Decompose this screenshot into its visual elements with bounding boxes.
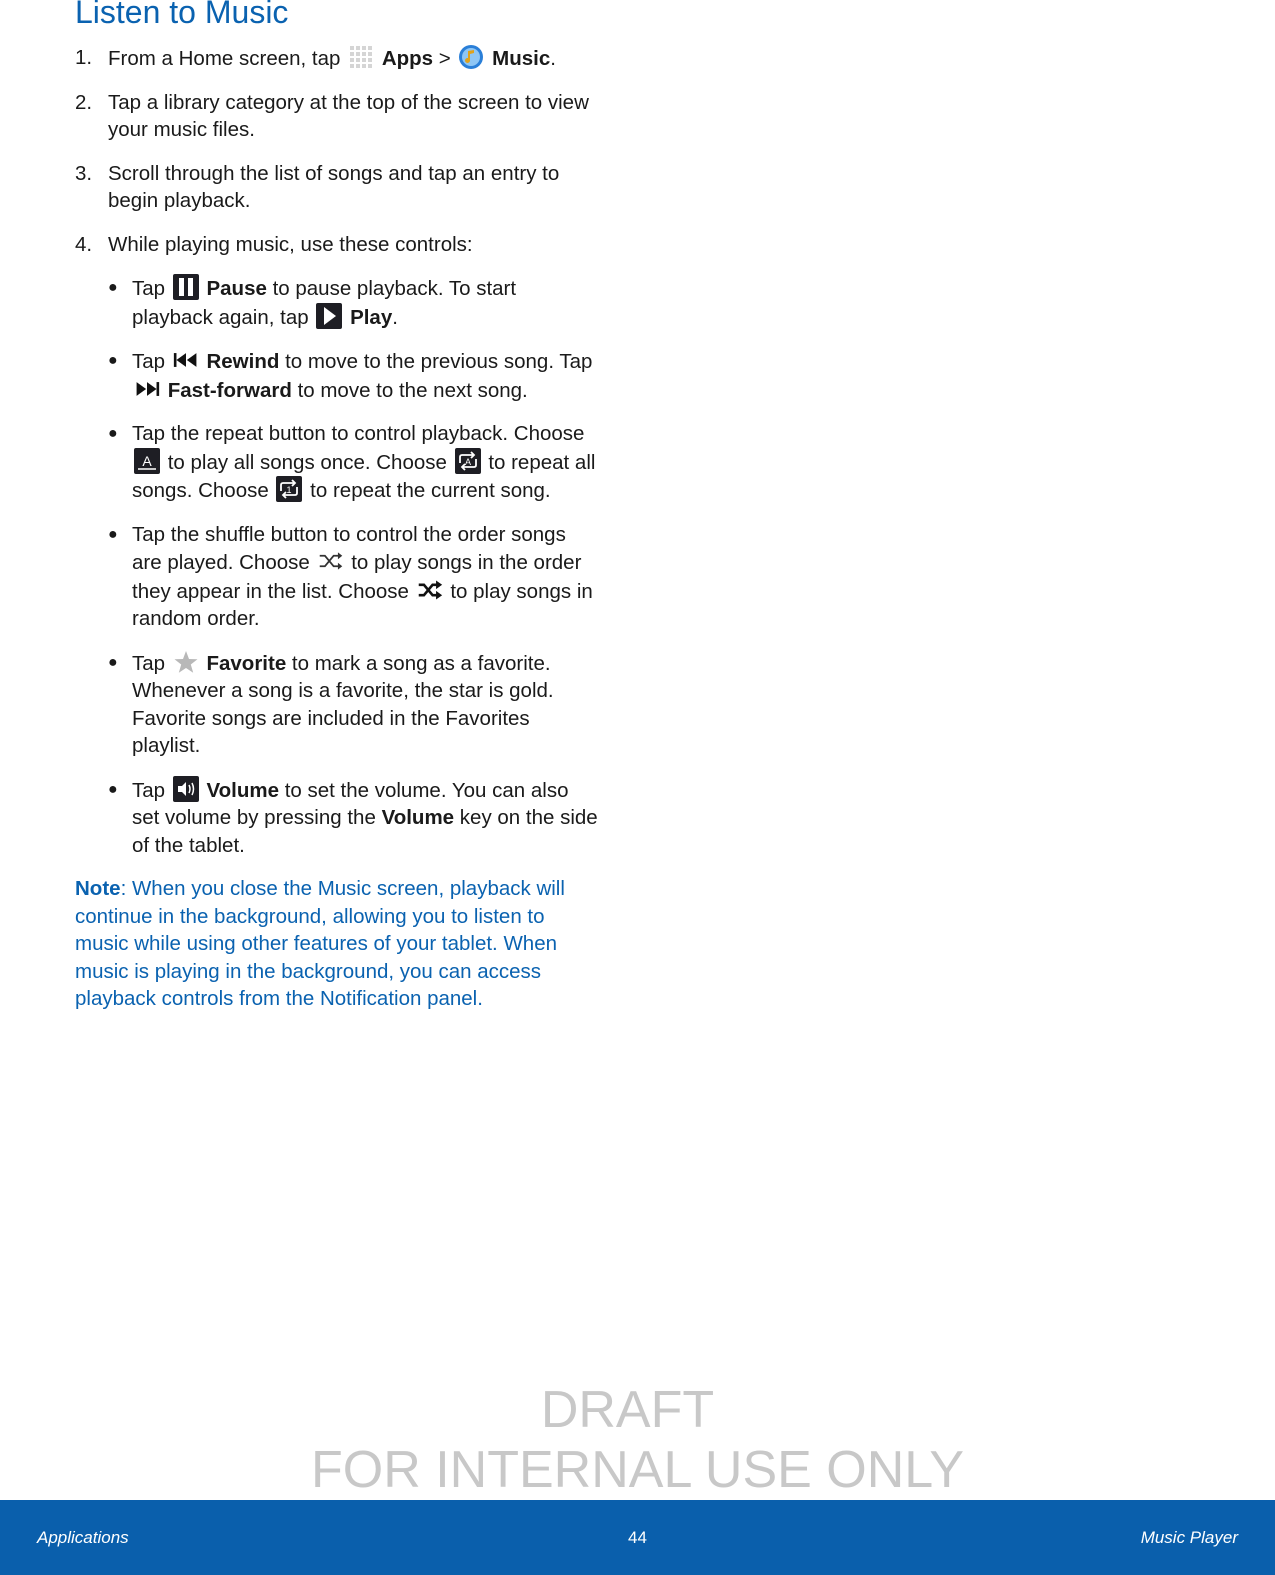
rewind-icon xyxy=(173,347,199,373)
bullet-dot: ● xyxy=(108,653,118,671)
shuffle-off-icon xyxy=(318,548,344,574)
step-text: Tap a library category at the top of the screen to view your music files. xyxy=(108,90,589,141)
pause-icon xyxy=(173,274,199,300)
pause-label: Pause xyxy=(206,277,267,300)
favorite-label: Favorite xyxy=(206,651,287,675)
bullet-shuffle: ● Tap the shuffle button to control the order songs are played. Choose to play songs in the order they appear in the list. Choose to play songs in random order. xyxy=(108,521,600,633)
svg-text:A: A xyxy=(464,456,471,467)
note-text: : When you close the Music screen, playback will continue in the background, allowing you to listen to music while using other features of your tablet. When music is playing in the background, you can access playback controls from the Notification panel. xyxy=(75,877,565,1010)
fast-forward-label: Fast-forward xyxy=(167,378,292,402)
svg-text:A: A xyxy=(142,452,152,469)
bullet-dot: ● xyxy=(108,279,118,296)
star-icon xyxy=(173,649,199,675)
music-label: Music xyxy=(492,47,551,70)
fast-forward-icon xyxy=(134,376,160,402)
bullet-dot: ● xyxy=(108,525,118,543)
volume-icon xyxy=(173,776,199,802)
watermark-internal: FOR INTERNAL USE ONLY xyxy=(311,1441,964,1499)
shuffle-on-icon xyxy=(417,577,443,603)
page-content xyxy=(75,0,600,1013)
step-3 xyxy=(75,160,600,215)
step-text: Scroll through the list of songs and tap an entry to begin playback. xyxy=(108,161,560,212)
step-text: From a Home screen, tap xyxy=(108,47,341,70)
bullet-favorite: ● Tap Favorite to mark a song as a favorite. Whenever a song is a favorite, the star is gold. Favorite songs are included in the Favorites playlist. xyxy=(108,649,600,760)
bullet-pause: ● Tap Pause to pause playback. To start playback again, tap Play. xyxy=(108,274,600,331)
apps-grid-icon xyxy=(348,44,374,70)
note-label: Note xyxy=(75,877,121,900)
bullet-repeat: ● Tap the repeat button to control playback. Choose A to play all songs once. Choose A to repeat all songs. Choose 1 to repeat the current song. xyxy=(108,420,600,505)
repeat-one-icon xyxy=(276,476,302,502)
page-title: Listen to Music xyxy=(75,0,289,30)
step-number: 1. xyxy=(75,46,93,69)
volume-key-label: Volume xyxy=(381,806,455,829)
svg-text:1: 1 xyxy=(286,485,292,495)
controls-list xyxy=(108,274,600,859)
watermark-draft: DRAFT xyxy=(540,1381,715,1439)
footer-section: Applications xyxy=(37,1528,129,1547)
step-number: 2. xyxy=(75,90,93,114)
note-paragraph xyxy=(75,875,600,1013)
play-label: Play xyxy=(350,305,393,329)
bullet-volume: ● Tap Volume to set the volume. You can also set volume by pressing the Volume key on the side of the tablet. xyxy=(108,776,600,860)
steps-list xyxy=(75,44,600,258)
step-1: 1. From a Home screen, tap Apps > Music. xyxy=(75,44,600,73)
step-2 xyxy=(75,89,600,144)
play-icon xyxy=(316,303,342,329)
music-app-icon xyxy=(458,44,484,70)
rewind-label: Rewind xyxy=(206,350,280,373)
repeat-all-icon xyxy=(455,448,481,474)
footer-chapter: Music Player xyxy=(1140,1528,1238,1547)
volume-label: Volume xyxy=(206,778,279,802)
bullet-dot: ● xyxy=(108,352,118,369)
page-number: 44 xyxy=(628,1528,647,1547)
bullet-dot: ● xyxy=(108,425,118,442)
step-number: 4. xyxy=(75,232,93,256)
bullet-rewind: ● Tap Rewind to move to the previous song. Tap Fast-forward to move to the next song. xyxy=(108,347,600,404)
apps-label: Apps xyxy=(381,47,434,70)
repeat-off-icon xyxy=(134,448,160,474)
bullet-dot: ● xyxy=(108,780,118,798)
separator: > xyxy=(438,47,451,70)
step-text: While playing music, use these controls: xyxy=(108,232,473,256)
step-4 xyxy=(75,231,600,259)
page-footer xyxy=(0,1500,1275,1575)
step-number: 3. xyxy=(75,161,93,185)
